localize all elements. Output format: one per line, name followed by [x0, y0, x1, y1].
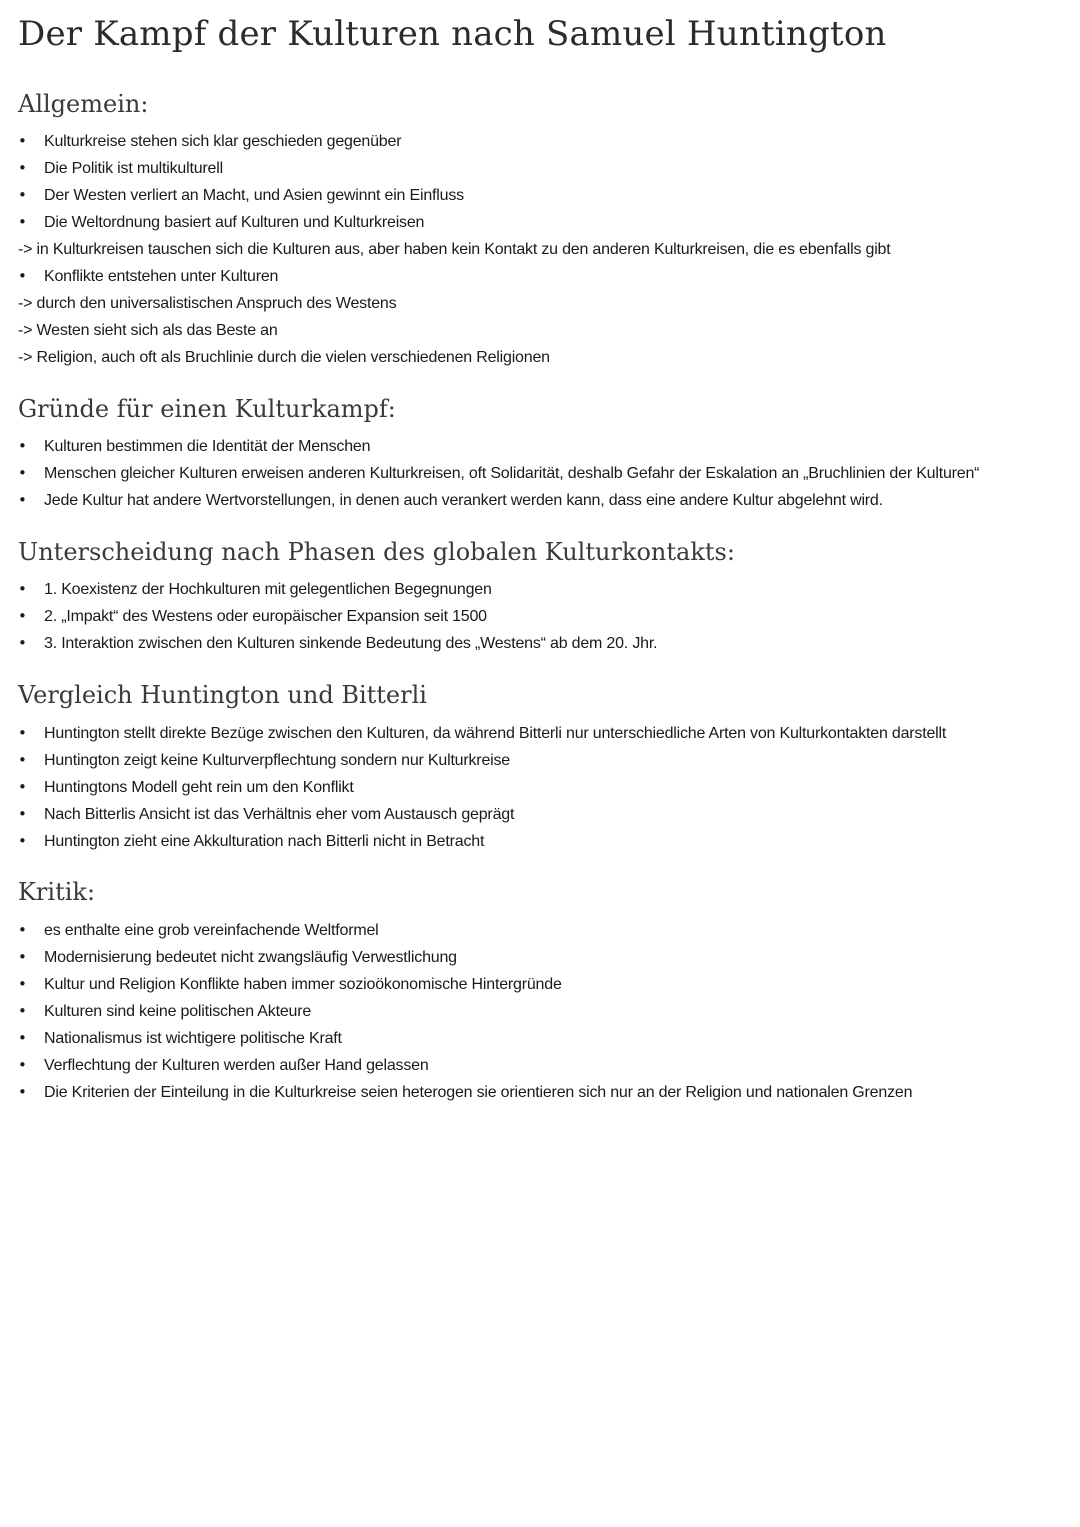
list-item-text: es enthalte eine grob vereinfachende Weltformel [44, 922, 379, 939]
bullet-icon: • [18, 437, 27, 455]
bullet-icon: • [18, 1029, 27, 1047]
bullet-icon: • [18, 724, 27, 742]
list-item-text: 2. „Impakt“ des Westens oder europäischer Expansion seit 1500 [44, 608, 487, 625]
list-item [18, 917, 379, 944]
list-item [18, 603, 487, 630]
bullet-icon: • [18, 1002, 27, 1020]
list-item-text: Huntington stellt direkte Bezüge zwischen den Kulturen, da während Bitterli nur unterschiedliche Arten von Kulturkontakten darstellt [44, 725, 947, 742]
bullet-icon: • [18, 159, 27, 177]
bullet-icon: • [18, 921, 27, 939]
bullet-icon: • [18, 580, 27, 598]
list-item-text: Der Westen verliert an Macht, und Asien gewinnt ein Einfluss [44, 187, 464, 204]
bullet-icon: • [18, 213, 27, 231]
list-item-text: Kulturen bestimmen die Identität der Menschen [44, 438, 371, 455]
list-item [18, 998, 311, 1025]
list-item [18, 971, 562, 998]
list-item [18, 1079, 912, 1106]
list-item [18, 263, 278, 290]
list-item [18, 828, 484, 855]
list-item [18, 774, 354, 801]
list-item [18, 155, 223, 182]
bullet-icon: • [18, 751, 27, 769]
list-item [18, 1025, 342, 1052]
page-title: Der Kampf der Kulturen nach Samuel Huntington [18, 14, 887, 54]
list-item-text: Menschen gleicher Kulturen erweisen anderen Kulturkreisen, oft Solidarität, deshalb Gefahr der Eskalation an „Bruchlinien der Kulturen“ [44, 465, 980, 482]
list-item-text: Kultur und Religion Konflikte haben immer sozioökonomische Hintergründe [44, 976, 562, 993]
list-item-text: Jede Kultur hat andere Wertvorstellungen, in denen auch verankert werden kann, dass eine andere Kultur abgelehnt wird. [44, 492, 883, 509]
list-item-text: Huntingtons Modell geht rein um den Konflikt [44, 779, 354, 796]
bullet-icon: • [18, 267, 27, 285]
list-item-text: Verflechtung der Kulturen werden außer Hand gelassen [44, 1057, 429, 1074]
bullet-icon: • [18, 464, 27, 482]
list-item-text: Die Weltordnung basiert auf Kulturen und Kulturkreisen [44, 214, 425, 231]
bullet-icon: • [18, 186, 27, 204]
list-item [18, 209, 424, 236]
list-item [18, 433, 370, 460]
list-item [18, 460, 979, 487]
list-item [18, 944, 457, 971]
arrow-note: -> in Kulturkreisen tauschen sich die Kulturen aus, aber haben kein Kontakt zu den anderen Kulturkreisen, die es ebenfalls gibt [18, 241, 891, 258]
bullet-icon: • [18, 1083, 27, 1101]
list-item-text: 1. Koexistenz der Hochkulturen mit gelegentlichen Begegnungen [44, 581, 492, 598]
arrow-note: -> Westen sieht sich als das Beste an [18, 322, 278, 339]
list-item [18, 576, 492, 603]
heading-kritik: Kritik: [18, 878, 96, 906]
heading-allgemein: Allgemein: [18, 90, 149, 118]
list-item-text: Huntington zeigt keine Kulturverpflechtung sondern nur Kulturkreise [44, 752, 510, 769]
list-item-text: Kulturkreise stehen sich klar geschieden gegenüber [44, 133, 402, 150]
list-item-text: 3. Interaktion zwischen den Kulturen sinkende Bedeutung des „Westens“ ab dem 20. Jhr. [44, 635, 658, 652]
list-item [18, 747, 510, 774]
heading-vergleich: Vergleich Huntington und Bitterli [18, 681, 427, 709]
list-item [18, 182, 464, 209]
bullet-icon: • [18, 975, 27, 993]
heading-gruende: Gründe für einen Kulturkampf: [18, 395, 396, 423]
list-item [18, 128, 401, 155]
list-item [18, 1052, 429, 1079]
bullet-icon: • [18, 634, 27, 652]
bullet-icon: • [18, 491, 27, 509]
arrow-note: -> Religion, auch oft als Bruchlinie durch die vielen verschiedenen Religionen [18, 349, 550, 366]
list-item [18, 487, 883, 514]
list-item-text: Die Politik ist multikulturell [44, 160, 223, 177]
heading-phasen: Unterscheidung nach Phasen des globalen Kulturkontakts: [18, 538, 735, 566]
list-item [18, 801, 514, 828]
list-item-text: Modernisierung bedeutet nicht zwangsläufig Verwestlichung [44, 949, 457, 966]
list-item-text: Kulturen sind keine politischen Akteure [44, 1003, 312, 1020]
bullet-icon: • [18, 805, 27, 823]
list-item-text: Nationalismus ist wichtigere politische Kraft [44, 1030, 342, 1047]
bullet-icon: • [18, 948, 27, 966]
bullet-icon: • [18, 132, 27, 150]
bullet-icon: • [18, 607, 27, 625]
list-item-text: Die Kriterien der Einteilung in die Kulturkreise seien heterogen sie orientieren sich nur an der Religion und nationalen Grenzen [44, 1084, 913, 1101]
bullet-icon: • [18, 832, 27, 850]
list-item-text: Huntington zieht eine Akkulturation nach Bitterli nicht in Betracht [44, 833, 485, 850]
arrow-note: -> durch den universalistischen Anspruch des Westens [18, 295, 397, 312]
list-item [18, 720, 946, 747]
bullet-icon: • [18, 1056, 27, 1074]
list-item [18, 630, 657, 657]
bullet-icon: • [18, 778, 27, 796]
list-item-text: Konflikte entstehen unter Kulturen [44, 268, 279, 285]
list-item-text: Nach Bitterlis Ansicht ist das Verhältnis eher vom Austausch geprägt [44, 806, 515, 823]
